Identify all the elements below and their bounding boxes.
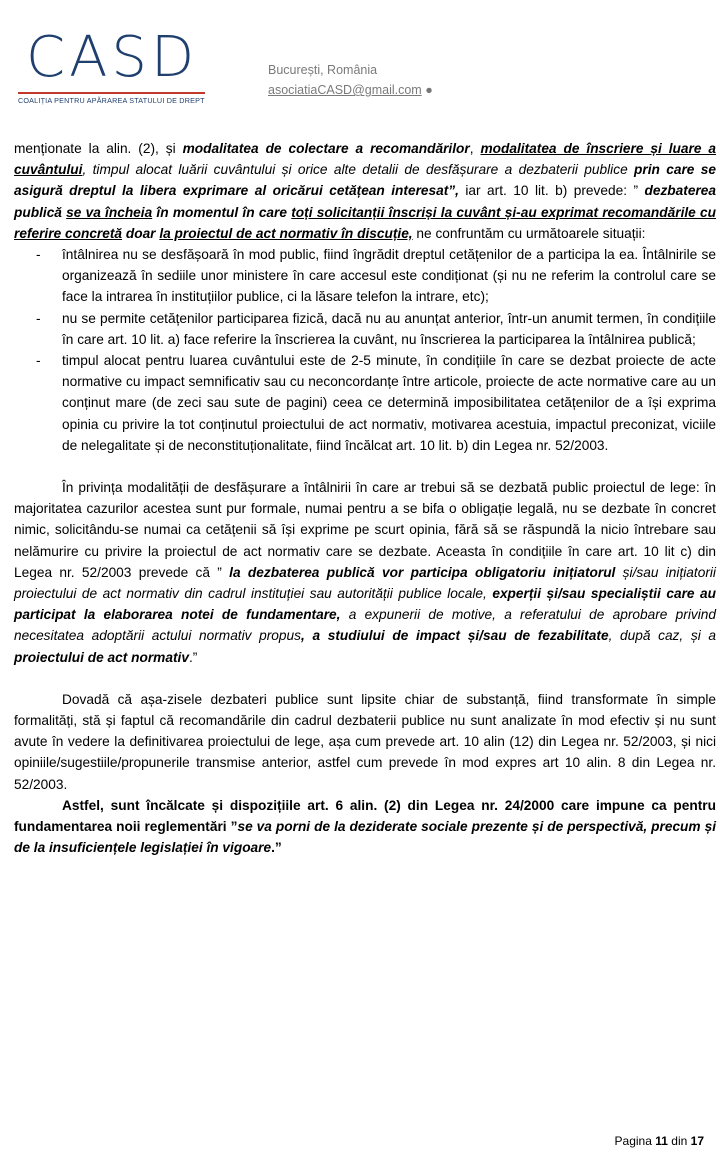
logo-tagline: COALIȚIA PENTRU APĂRAREA STATULUI DE DREPT bbox=[18, 92, 205, 105]
contact-block bbox=[268, 60, 433, 100]
list-item bbox=[14, 244, 716, 308]
list-item-text: nu se permite cetățenilor participarea fizică, dacă nu au anunțat anterior, într-un anumit termen, în condițiile în care art. 10 lit. a) face referire la înscrierea la cuvânt, nu înscrierea la participarea la întâlnirea publică; bbox=[62, 310, 716, 347]
text-run: se va porni de la deziderate sociale prezente și de perspectivă, precum și de la insuficiențele legislației în vigoare bbox=[14, 819, 717, 856]
text-run: , a studiului de impact și/sau de fezabilitate bbox=[301, 628, 609, 644]
city-text: București, România bbox=[268, 63, 378, 77]
text-run: toți solicitanții înscriși la cuvânt și-au exprimat recomandările cu referire concretă bbox=[14, 204, 716, 241]
text-run: În privința modalității de desfășurare a întâlnirii în care ar trebui să se dezbată public proiectul de lege: în majoritatea cazurilor acestea sunt pur formale, numai pentru a se bifa o obligație legală, nu se dezbate în concret nimic, solicitându-se numai ca cetățenii să își exprime pe scurt opinia, fără să se răspundă la nicio întrebare sau nelămurire cu privire la proiectul de act normativ care se dezbate. Aceasta în condițiile în care art. 10 lit c) din Legea nr. 52/2003 prevede că ” bbox=[14, 480, 716, 580]
text-run: se va încheia bbox=[66, 204, 153, 220]
text-run: Astfel, sunt încălcate și dispozițiile art. 6 alin. (2) din Legea nr. 24/2000 care impune ca pentru fundamentarea noii reglementări ” bbox=[14, 797, 716, 835]
document-body bbox=[14, 138, 716, 859]
paragraph-1 bbox=[14, 138, 716, 244]
page-number: 11 bbox=[655, 1134, 668, 1148]
text-run: la dezbaterea publică vor participa obligatoriu inițiatorul bbox=[229, 564, 616, 580]
text-run: modalitatea de colectare a recomandărilor bbox=[182, 141, 470, 156]
text-run: proiectului de act normativ bbox=[14, 649, 189, 665]
list-item bbox=[14, 350, 716, 456]
page-footer bbox=[615, 1134, 704, 1148]
dash-bullet: - bbox=[36, 310, 41, 326]
email-link[interactable]: asociatiaCASD@gmail.com bbox=[268, 83, 422, 97]
dash-bullet: - bbox=[36, 353, 41, 369]
page-sep: din bbox=[671, 1134, 688, 1148]
text-run: modalitatea de înscriere și luare a cuvântului bbox=[14, 141, 717, 178]
page-header bbox=[0, 0, 720, 120]
page-total: 17 bbox=[690, 1134, 704, 1148]
dash-bullet: - bbox=[36, 247, 41, 263]
text-run: , după caz, și a bbox=[608, 628, 716, 644]
text-run: în momentul în care bbox=[152, 204, 292, 220]
text-run: , timpul alocat luării cuvântului și orice alte detalii de desfășurare a dezbaterii publice bbox=[82, 162, 635, 178]
text-run: a expunerii de motive, a referatului de aprobare privind necesitatea adoptării actului normativ propus bbox=[14, 607, 716, 644]
list-item bbox=[14, 308, 716, 350]
page-label: Pagina bbox=[614, 1134, 652, 1148]
text-run: doar bbox=[122, 225, 160, 241]
paragraph-2 bbox=[14, 477, 716, 668]
paragraph-4 bbox=[14, 795, 716, 859]
paragraph-3: Dovadă că așa-zisele dezbateri publice sunt lipsite chiar de substanță, fiind transformate în simple formalități, stă și faptul că recomandările din cadrul dezbaterii publice nu sunt analizate în mod efectiv și nu sunt avute în vedere la definitivarea proiectului de lege, așa cum prevede art. 10 alin (12) din Legea nr. 52/2003, și nici opiniile/sugestiile/propunerile transmise anterior, astfel cum prevede în mod expres art 10 alin. 8 din Legea nr. 52/2003. bbox=[14, 691, 716, 792]
logo-word: CASD bbox=[26, 25, 199, 90]
text-run: .” bbox=[188, 649, 198, 665]
text-run: la proiectul de act normativ în discuție, bbox=[159, 225, 413, 241]
email-marker-icon: ● bbox=[425, 83, 433, 97]
text-run: și/sau inițiatorii proiectului de act normativ din cadrul instituției sau autorității publice locale, bbox=[14, 564, 716, 602]
situations-list bbox=[14, 244, 716, 456]
text-run: iar art. 10 lit. b) prevede: ” bbox=[458, 183, 645, 199]
text-run: experții și/sau specialiștii care au participat la elaborarea notei de fundamentare, bbox=[14, 586, 716, 623]
text-run: , bbox=[469, 141, 481, 156]
text-run: dezbaterea publică bbox=[14, 183, 716, 220]
casd-logo bbox=[14, 25, 234, 108]
text-run: menționate la alin. (2), și bbox=[14, 141, 183, 156]
list-item-text: timpul alocat pentru luarea cuvântului este de 2-5 minute, în condițiile în care se dezbat proiecte de acte normative cu impact semnificativ sau cu neconcordanțe între articole, proiecte de acte normative care au un conținut mare (de zeci sau sute de pagini) ceea ce determină imposibilitatea cetățenilor de a își exprima opinia cu privire la tot conținutul proiectului de act normativ, motivarea acestuia, impactul preconizat, viciile de nelegalitate și de neconstituționalitate, fiind încălcat art. 10 lit. b) din Legea nr. 52/2003. bbox=[62, 353, 716, 453]
list-item-text: întâlnirea nu se desfășoară în mod public, fiind îngrădit dreptul cetățenilor de a participa la ea. Întâlnirile se organizează în sediile unor ministere în care accesul este condiționat (și nu ne referim la controlul care se face la intrarea în instituțiilor publice, ci la lăsare telefon la intrare, etc); bbox=[62, 247, 716, 305]
text-run: prin care se asigură dreptul la libera exprimare al oricărui cetățean interesat”, bbox=[14, 162, 716, 199]
text-run: .” bbox=[271, 840, 282, 856]
text-run: ne confruntăm cu următoarele situații: bbox=[412, 225, 646, 241]
